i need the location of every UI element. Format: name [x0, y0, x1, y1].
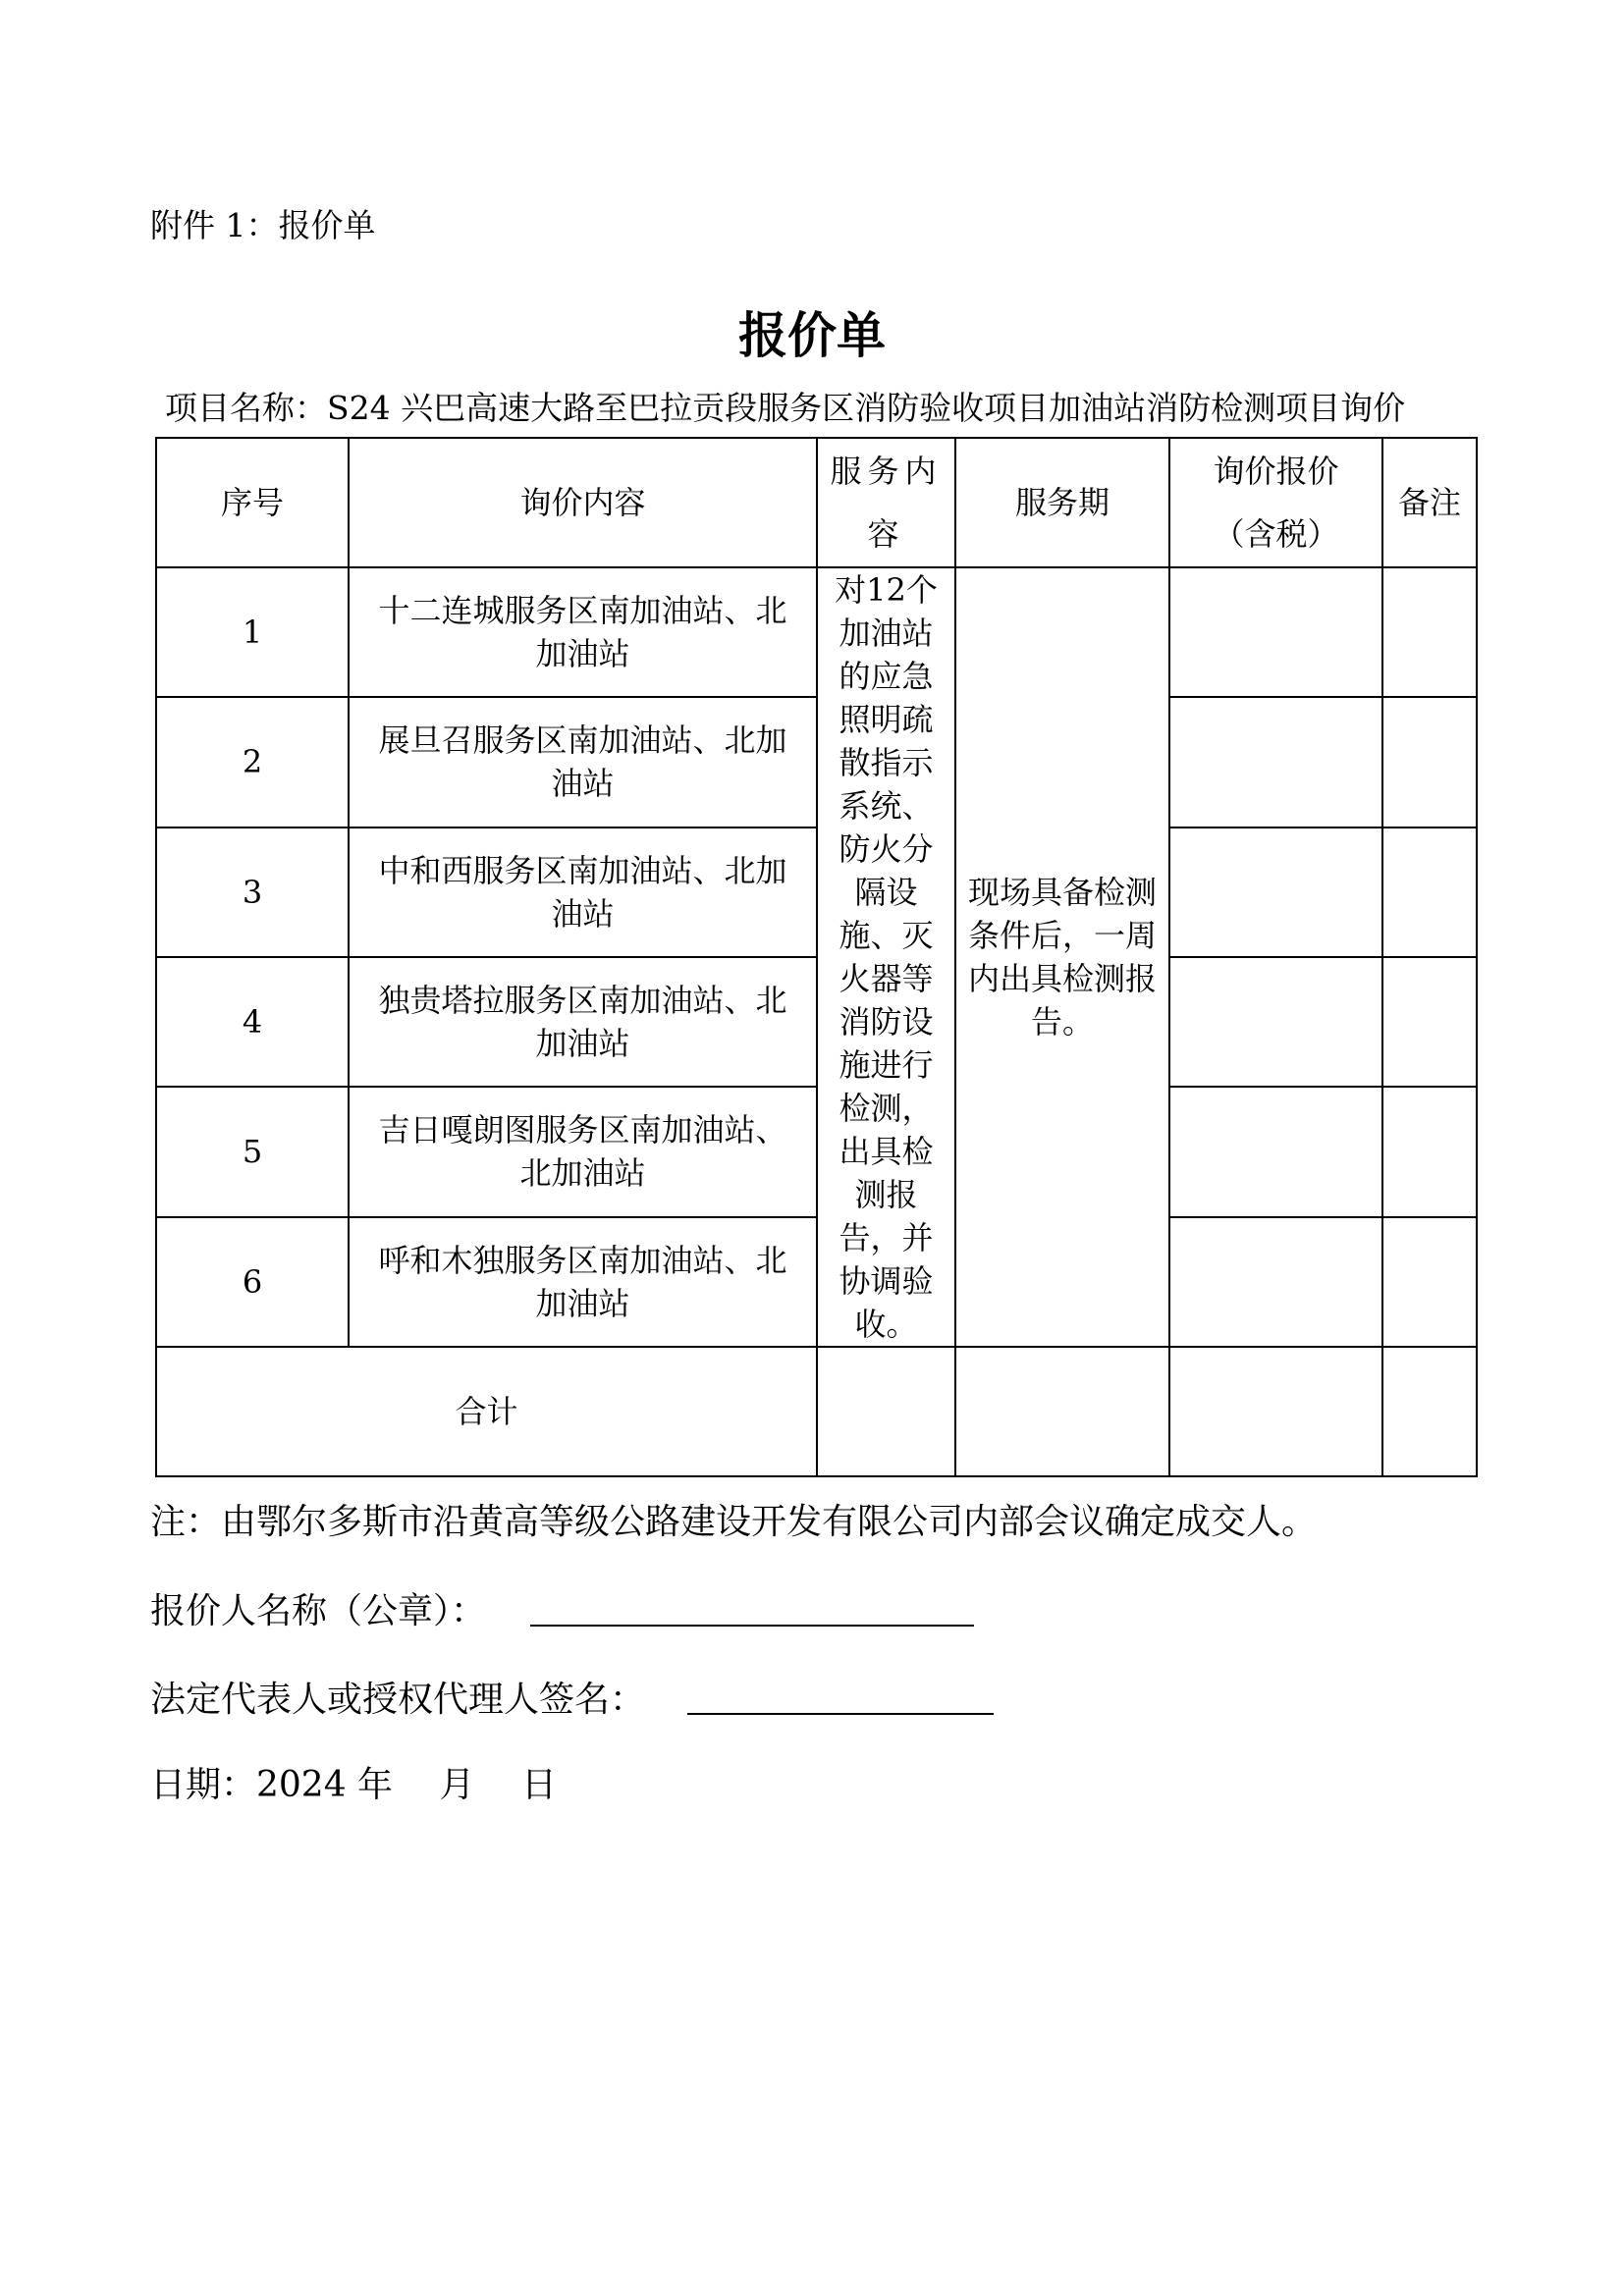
- quote-cell: [1169, 828, 1382, 957]
- table-row: [156, 697, 1477, 827]
- row-no: 1: [156, 567, 349, 697]
- header-no: 序号: [156, 438, 349, 567]
- row-content: 十二连城服务区南加油站、北加油站: [349, 567, 817, 697]
- date-label: 日期：2024 年 月 日: [150, 1765, 557, 1805]
- service-period-cell: 现场具备检测条件后，一周内出具检测报告。: [955, 567, 1169, 1347]
- project-name: 项目名称：S24 兴巴高速大路至巴拉贡段服务区消防验收项目加油站消防检测项目询价: [165, 389, 1406, 427]
- header-service-period: 服务期: [955, 438, 1169, 567]
- total-row: [156, 1347, 1477, 1476]
- bidder-name-label: 报价人名称（公章）：: [150, 1591, 487, 1631]
- total-period-cell: [955, 1347, 1169, 1476]
- row-content: 吉日嘎朗图服务区南加油站、北加油站: [349, 1087, 817, 1216]
- remark-cell: [1382, 1087, 1477, 1216]
- header-quote: [1169, 438, 1382, 567]
- quote-cell: [1169, 697, 1382, 827]
- annex-label: 附件 1：报价单: [150, 206, 376, 244]
- header-content: 询价内容: [349, 438, 817, 567]
- row-content: 展旦召服务区南加油站、北加油站: [349, 697, 817, 827]
- row-no: 2: [156, 697, 349, 827]
- representative-signature-blank[interactable]: [687, 1713, 994, 1715]
- remark-cell: [1382, 697, 1477, 827]
- remark-cell: [1382, 1217, 1477, 1347]
- row-no: 4: [156, 957, 349, 1087]
- header-service-content-text: 服务内容: [830, 453, 943, 553]
- row-content: 呼和木独服务区南加油站、北加油站: [349, 1217, 817, 1347]
- total-remark-cell: [1382, 1347, 1477, 1476]
- table-row: [156, 567, 1477, 697]
- bidder-name-blank[interactable]: [530, 1625, 974, 1627]
- header-quote-line1: 询价报价: [1213, 453, 1339, 490]
- header-service-content: [817, 438, 955, 567]
- table-row: [156, 828, 1477, 957]
- remark-cell: [1382, 957, 1477, 1087]
- row-content: 独贵塔拉服务区南加油站、北加油站: [349, 957, 817, 1087]
- header-quote-line2: （含税）: [1213, 515, 1339, 553]
- table-header-row: [156, 438, 1477, 567]
- note-text: 注：由鄂尔多斯市沿黄高等级公路建设开发有限公司内部会议确定成交人。: [150, 1502, 1318, 1542]
- row-no: 5: [156, 1087, 349, 1216]
- document-title: 报价单: [738, 307, 886, 364]
- quote-cell: [1169, 1087, 1382, 1216]
- row-content: 中和西服务区南加油站、北加油站: [349, 828, 817, 957]
- table-row: [156, 1087, 1477, 1216]
- total-label: 合计: [156, 1347, 817, 1476]
- row-no: 6: [156, 1217, 349, 1347]
- quote-cell: [1169, 957, 1382, 1087]
- quote-table: [155, 437, 1478, 1477]
- remark-cell: [1382, 567, 1477, 697]
- table-row: [156, 957, 1477, 1087]
- table-row: [156, 1217, 1477, 1347]
- remark-cell: [1382, 828, 1477, 957]
- total-quote-cell: [1169, 1347, 1382, 1476]
- row-no: 3: [156, 828, 349, 957]
- quote-cell: [1169, 567, 1382, 697]
- quote-cell: [1169, 1217, 1382, 1347]
- representative-label: 法定代表人或授权代理人签名：: [150, 1680, 646, 1720]
- service-content-cell: 对12个加油站的应急照明疏散指示系统、防火分隔设施、灭火器等消防设施进行检测，出具检测报告，并协调验收。: [817, 567, 955, 1347]
- header-remark: 备注: [1382, 438, 1477, 567]
- total-service-cell: [817, 1347, 955, 1476]
